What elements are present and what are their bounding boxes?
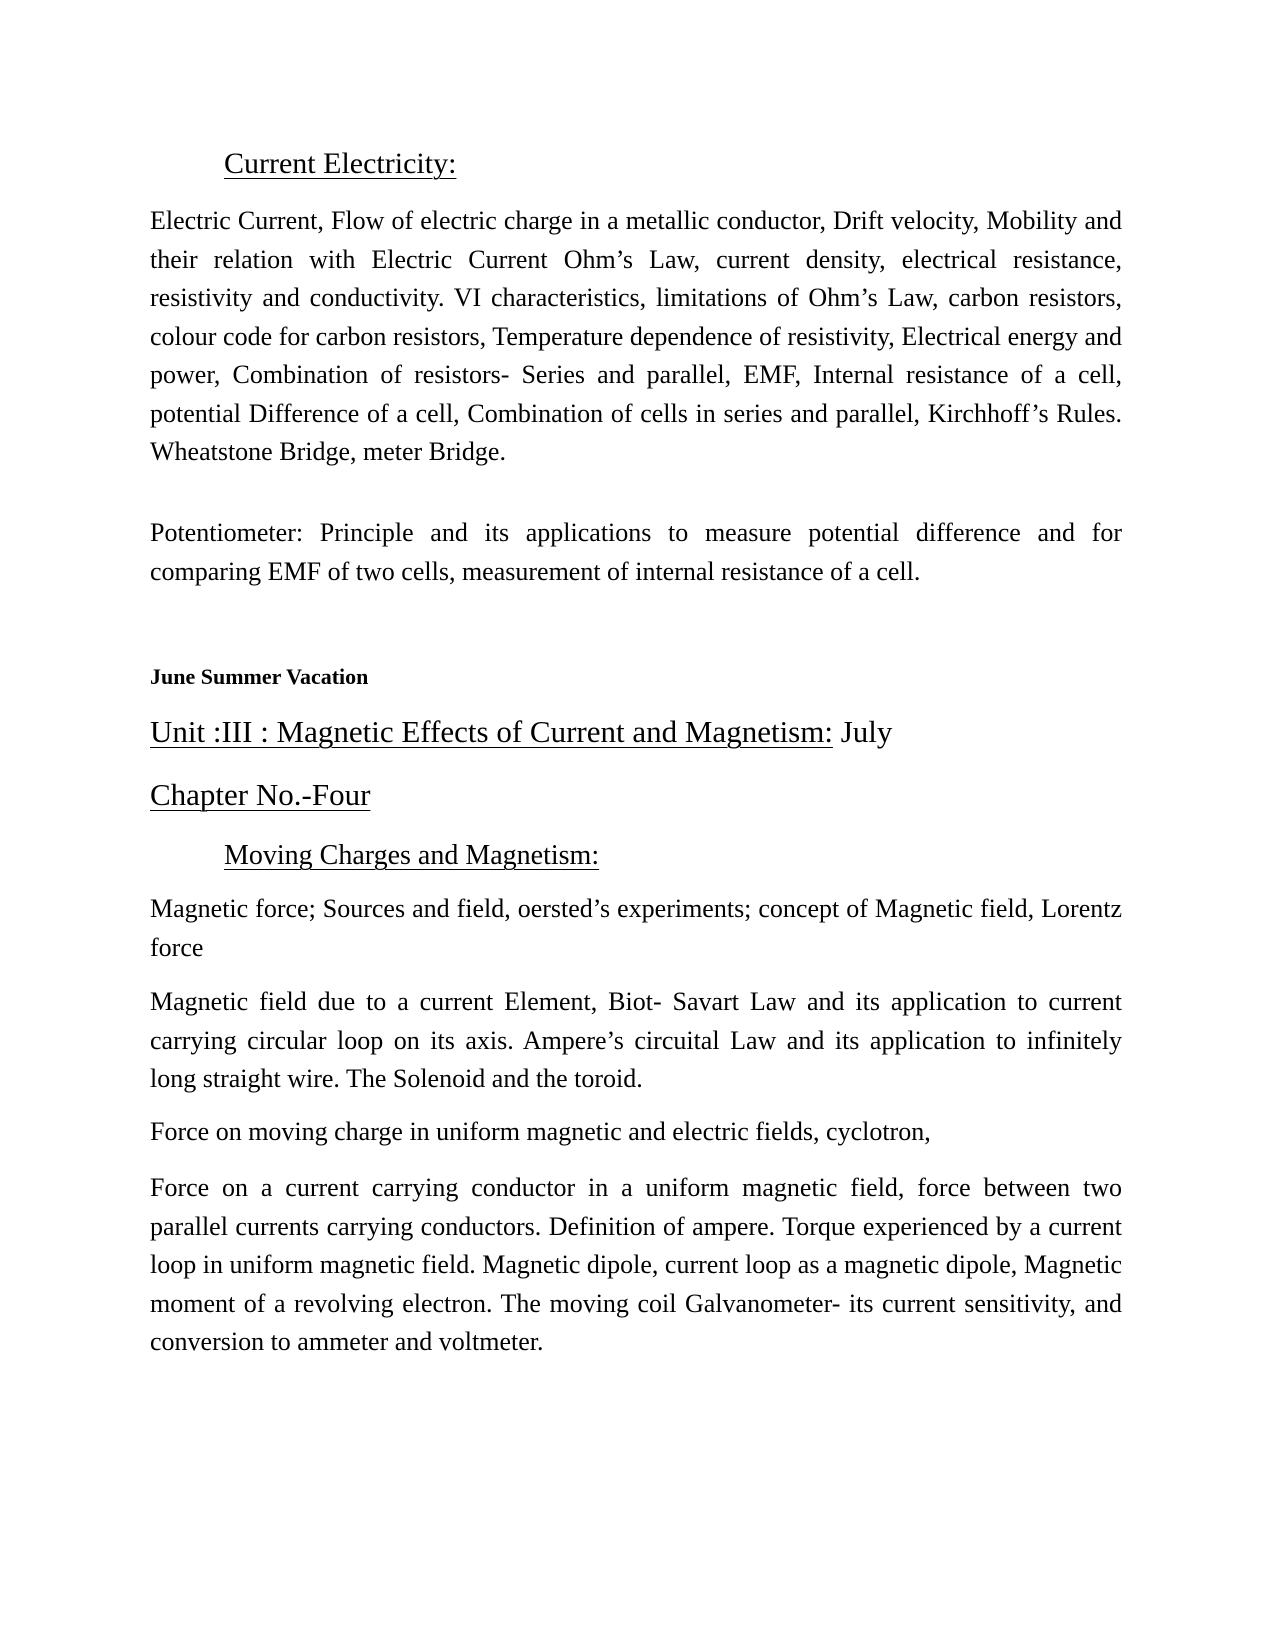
vacation-label: June Summer Vacation [150, 664, 369, 689]
unit-heading-month: July [832, 714, 893, 749]
paragraph-force-on-conductor: Force on a current carrying conductor in a uniform magnetic field, force between two parallel currents carrying conductors. Definition of ampere. Torque experienced by a current loop in uniform magnetic field. Magnetic dipole, current loop as a magnetic dipole, Magnetic moment of a revolving electron. The moving coil Galvanometer- its current sensitivity, and conversion to ammeter and voltmeter. [150, 1173, 1122, 1356]
chapter-heading-title: Chapter No.-Four [150, 777, 371, 812]
section-title-current-electricity: Current Electricity: [224, 147, 457, 180]
paragraph-magnetic-force: Magnetic force; Sources and field, oersted’s experiments; concept of Magnetic field, Lorentz force [150, 894, 1122, 962]
paragraph-current-electricity-topics: Electric Current, Flow of electric charge in a metallic conductor, Drift velocity, Mobility and their relation with Electric Current Ohm’s Law, current density, electrical resistance, resistivity and conductivity. VI characteristics, limitations of Ohm’s Law, carbon resistors, colour code for carbon resistors, Temperature dependence of resistivity, Electrical energy and power, Combination of resistors- Series and parallel, EMF, Internal resistance of a cell, potential Difference of a cell, Combination of cells in series and parallel, Kirchhoff’s Rules. Wheatstone Bridge, meter Bridge. [150, 206, 1122, 466]
unit-heading [150, 713, 1122, 751]
paragraph-biot-savart: Magnetic field due to a current Element, Biot- Savart Law and its application to current carrying circular loop on its axis. Ampere’s circuital Law and its application to infinitely long straight wire. The Solenoid and the toroid. [150, 987, 1122, 1093]
paragraph-potentiometer: Potentiometer: Principle and its applications to measure potential difference and for comparing EMF of two cells, measurement of internal resistance of a cell. [150, 518, 1122, 586]
paragraph-force-on-moving-charge: Force on moving charge in uniform magnetic and electric fields, cyclotron, [150, 1117, 931, 1146]
section-title-moving-charges: Moving Charges and Magnetism: [224, 840, 600, 871]
chapter-heading [150, 776, 1122, 814]
unit-heading-title: Unit :III : Magnetic Effects of Current and Magnetism: [150, 714, 833, 749]
